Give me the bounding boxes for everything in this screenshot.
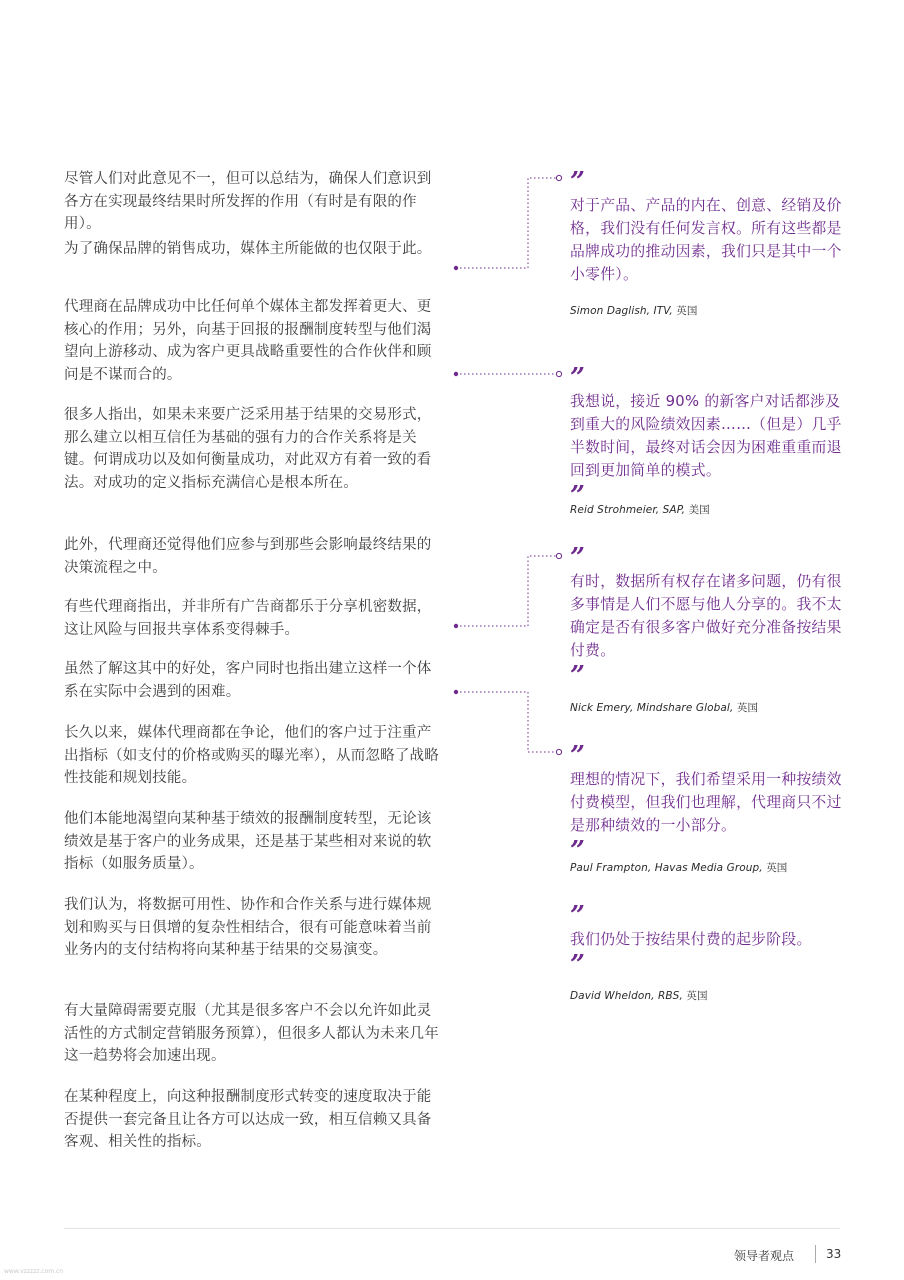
quote-mark-icon: ” [570,950,582,980]
quote-attribution-4 [570,860,787,875]
quote-author: Nick Emery, Mindshare Global, [570,702,734,714]
body-paragraph-8: 长久以来，媒体代理商都在争论，他们的客户过于注重产出指标（如支付的价格或购买的曝光率），从而忽略了战略性技能和规划技能。 [64,725,439,786]
quote-mark-icon: ” [570,543,582,573]
pull-quote-4 [570,741,850,866]
quote-attribution-3 [570,700,758,715]
quote-text: 我们仍处于按结果付费的起步阶段。 [570,931,812,948]
footer-divider [64,1228,840,1229]
connector-dot [454,690,458,694]
quote-mark-icon: ” [570,481,582,511]
body-paragraph-1: 尽管人们对此意见不一，但可以总结为，确保人们意识到各方在实现最终结果时所发挥的作用（有时是有限的作用）。 [64,171,432,232]
connector-3 [456,556,556,626]
quote-author: Reid Strohmeier, SAP, [570,504,686,516]
quote-mark-icon: ” [570,836,582,866]
footer-separator [815,1245,816,1263]
body-paragraph-3: 代理商在品牌成功中比任何单个媒体主都发挥着更大、更核心的作用；另外，向基于回报的报酬制度转型与他们渴望向上游移动、成为客户更具战略重要性的合作伙伴和顾问是不谋而合的。 [64,299,432,383]
quote-text: 我想说，接近 90% 的新客户对话都涉及到重大的风险绩效因素……（但是）几乎半数时间，最终对话会因为困难重重而退回到更加简单的模式。 [570,393,842,479]
body-paragraph-6: 有些代理商指出，并非所有广告商都乐于分享机密数据，这让风险与回报共享体系变得棘手。 [64,599,432,638]
connector-end [556,175,561,180]
quote-author: David Wheldon, RBS, [570,990,683,1002]
body-paragraph-5: 此外，代理商还觉得他们应参与到那些会影响最终结果的决策流程之中。 [64,537,432,576]
connector-end [556,371,561,376]
quote-attribution-1 [570,303,697,318]
quote-attribution-5 [570,988,708,1003]
quote-text: 有时，数据所有权存在诸多问题，仍有很多事情是人们不愿与他人分享的。我不太确定是否有很多客户做好充分准备按结果付费。 [570,573,842,659]
quote-author: Simon Daglish, ITV, [570,305,673,317]
connector-end [556,553,561,558]
quote-text: 理想的情况下，我们希望采用一种按绩效付费模型，但我们也理解，代理商只不过是那种绩效的一小部分。 [570,771,842,834]
quote-mark-icon: ” [570,167,582,197]
quote-country: 英国 [736,702,759,714]
body-paragraph-9: 他们本能地渴望向某种基于绩效的报酬制度转型，无论该绩效是基于客户的业务成果，还是基于某些相对来说的软指标（如服务质量）。 [64,811,432,872]
quote-mark-icon: ” [570,901,582,931]
page-number: 33 [826,1247,842,1261]
connector-end [556,749,561,754]
body-paragraph-7: 虽然了解这其中的好处，客户同时也指出建立这样一个体系在实际中会遇到的困难。 [64,661,432,700]
connector-4 [456,692,556,752]
body-paragraph-11: 有大量障碍需要克服（尤其是很多客户不会以允许如此灵活性的方式制定营销服务预算），但很多人都认为未来几年这一趋势将会加速出现。 [64,1003,439,1064]
connector-dot [454,372,458,376]
body-paragraph-4: 很多人指出，如果未来要广泛采用基于结果的交易形式，那么建立以相互信任为基础的强有力的合作关系将是关键。何谓成功以及如何衡量成功，对此双方有着一致的看法。对成功的定义指标充满信心是根本所在。 [64,407,432,491]
quote-attribution-2 [570,502,710,517]
body-paragraph-2: 为了确保品牌的销售成功，媒体主所能做的也仅限于此。 [64,241,432,257]
pull-quote-3 [570,543,850,691]
quote-author: Paul Frampton, Havas Media Group, [570,862,763,874]
connector-1 [456,178,556,268]
watermark-text: www.vzzzzz.com.cn [4,1268,64,1275]
footer-section-title: 领导者观点 [733,1249,794,1263]
quote-country: 英国 [766,862,788,874]
pull-quote-1 [570,167,850,286]
quote-country: 美国 [688,504,710,516]
connector-dot [454,624,458,628]
quote-mark-icon: ” [570,661,582,691]
quote-mark-icon: ” [570,741,582,771]
body-paragraph-10: 我们认为，将数据可用性、协作和合作关系与进行媒体规划和购买与日俱增的复杂性相结合，很有可能意味着当前业务内的支付结构将向某种基于结果的交易演变。 [64,897,432,958]
body-paragraph-12: 在某种程度上，向这种报酬制度形式转变的速度取决于能否提供一套完备且让各方可以达成一致，相互信赖又具备客观、相关性的指标。 [64,1089,432,1150]
quote-mark-icon: ” [570,363,582,393]
quote-country: 英国 [676,305,698,317]
quote-text: 对于产品、产品的内在、创意、经销及价格，我们没有任何发言权。所有这些都是品牌成功的推动因素，我们只是其中一个小零件）。 [570,197,842,283]
connector-dot [454,266,458,270]
quote-country: 英国 [686,990,708,1002]
pull-quote-5 [570,901,850,980]
